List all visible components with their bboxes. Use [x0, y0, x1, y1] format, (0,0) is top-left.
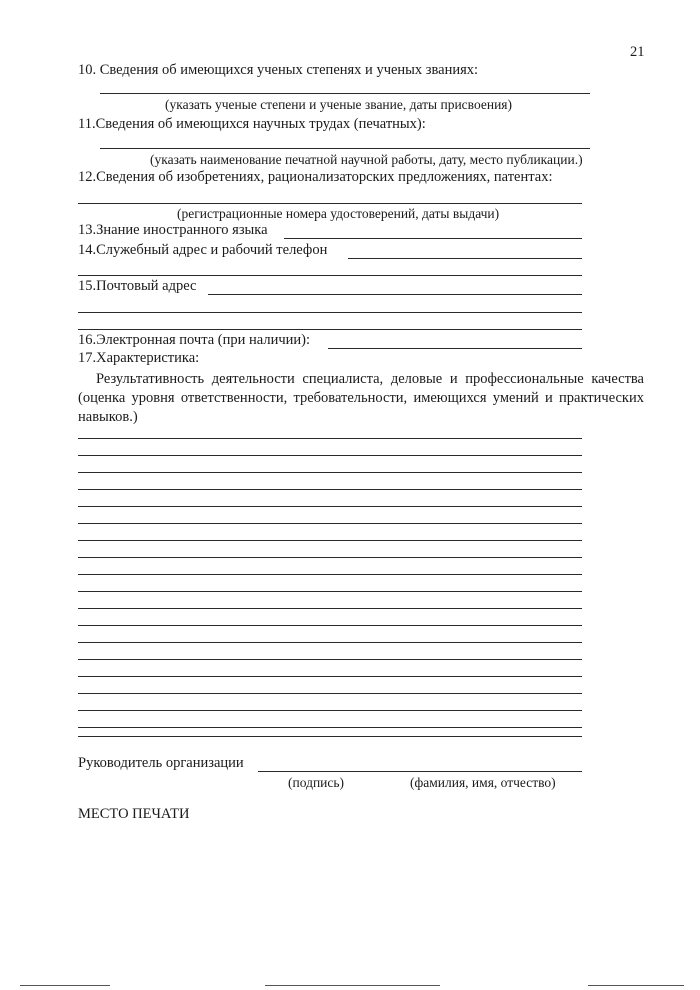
characteristic-line[interactable] [78, 489, 582, 490]
item-16-answer-line[interactable] [328, 348, 582, 349]
signature-hint: (подпись) [288, 775, 345, 790]
item-14-label: 14.Служебный адрес и рабочий телефон [78, 242, 328, 258]
item-12-label: 12.Сведения об изобретениях, рационализаторских предложениях, патентах: [78, 169, 553, 185]
item-10-hint: (указать ученые степени и ученые звание, даты присвоения) [165, 97, 513, 112]
item-11-answer-line[interactable] [100, 148, 590, 149]
characteristic-line[interactable] [78, 710, 582, 711]
item-11-hint: (указать наименование печатной научной работы, дату, место публикации.) [150, 152, 583, 167]
item-12-answer-line[interactable] [78, 203, 582, 204]
characteristic-line[interactable] [78, 659, 582, 660]
scan-edge-line [588, 985, 684, 986]
item-15-label: 15.Почтовый адрес [78, 278, 197, 294]
characteristic-line[interactable] [78, 557, 582, 558]
characteristic-line[interactable] [78, 455, 582, 456]
characteristic-line[interactable] [78, 608, 582, 609]
item-12-hint: (регистрационные номера удостоверений, даты выдачи) [177, 206, 500, 221]
page-number: 21 [630, 44, 645, 60]
item-15-answer-line-2[interactable] [78, 312, 582, 313]
characteristic-line[interactable] [78, 438, 582, 439]
item-15-answer-line-3[interactable] [78, 329, 582, 330]
characteristic-line[interactable] [78, 523, 582, 524]
item-13-answer-line[interactable] [284, 238, 582, 239]
item-17-label: 17.Характеристика: [78, 350, 200, 366]
name-hint: (фамилия, имя, отчество) [410, 775, 556, 790]
characteristic-line[interactable] [78, 574, 582, 575]
scan-edge-line [265, 985, 440, 986]
characteristic-line[interactable] [78, 472, 582, 473]
characteristic-line[interactable] [78, 676, 582, 677]
item-14-answer-line-2[interactable] [78, 275, 582, 276]
item-10-label: 10. Сведения об имеющихся ученых степенях и ученых званиях: [78, 62, 479, 78]
characteristic-line[interactable] [78, 591, 582, 592]
item-16-label: 16.Электронная почта (при наличии): [78, 332, 311, 348]
signature-line[interactable] [258, 771, 582, 772]
characteristic-line[interactable] [78, 540, 582, 541]
characteristic-line[interactable] [78, 625, 582, 626]
item-14-answer-line[interactable] [348, 258, 582, 259]
signature-label: Руководитель организации [78, 755, 244, 771]
stamp-label: МЕСТО ПЕЧАТИ [78, 806, 190, 822]
characteristic-line[interactable] [78, 727, 582, 728]
scan-edge-line [20, 985, 110, 986]
item-13-label: 13.Знание иностранного языка [78, 222, 268, 238]
characteristic-line[interactable] [78, 642, 582, 643]
characteristic-line[interactable] [78, 506, 582, 507]
characteristic-line[interactable] [78, 736, 582, 737]
item-17-paragraph: Результативность деятельности специалиста, деловые и профессиональные качества (оценка уровня ответственности, требовательности, имеющихся умений и практических навыков.) [78, 371, 644, 425]
characteristic-line[interactable] [78, 693, 582, 694]
item-11-label: 11.Сведения об имеющихся научных трудах (печатных): [78, 116, 426, 132]
item-10-answer-line[interactable] [100, 93, 590, 94]
item-15-answer-line[interactable] [208, 294, 582, 295]
